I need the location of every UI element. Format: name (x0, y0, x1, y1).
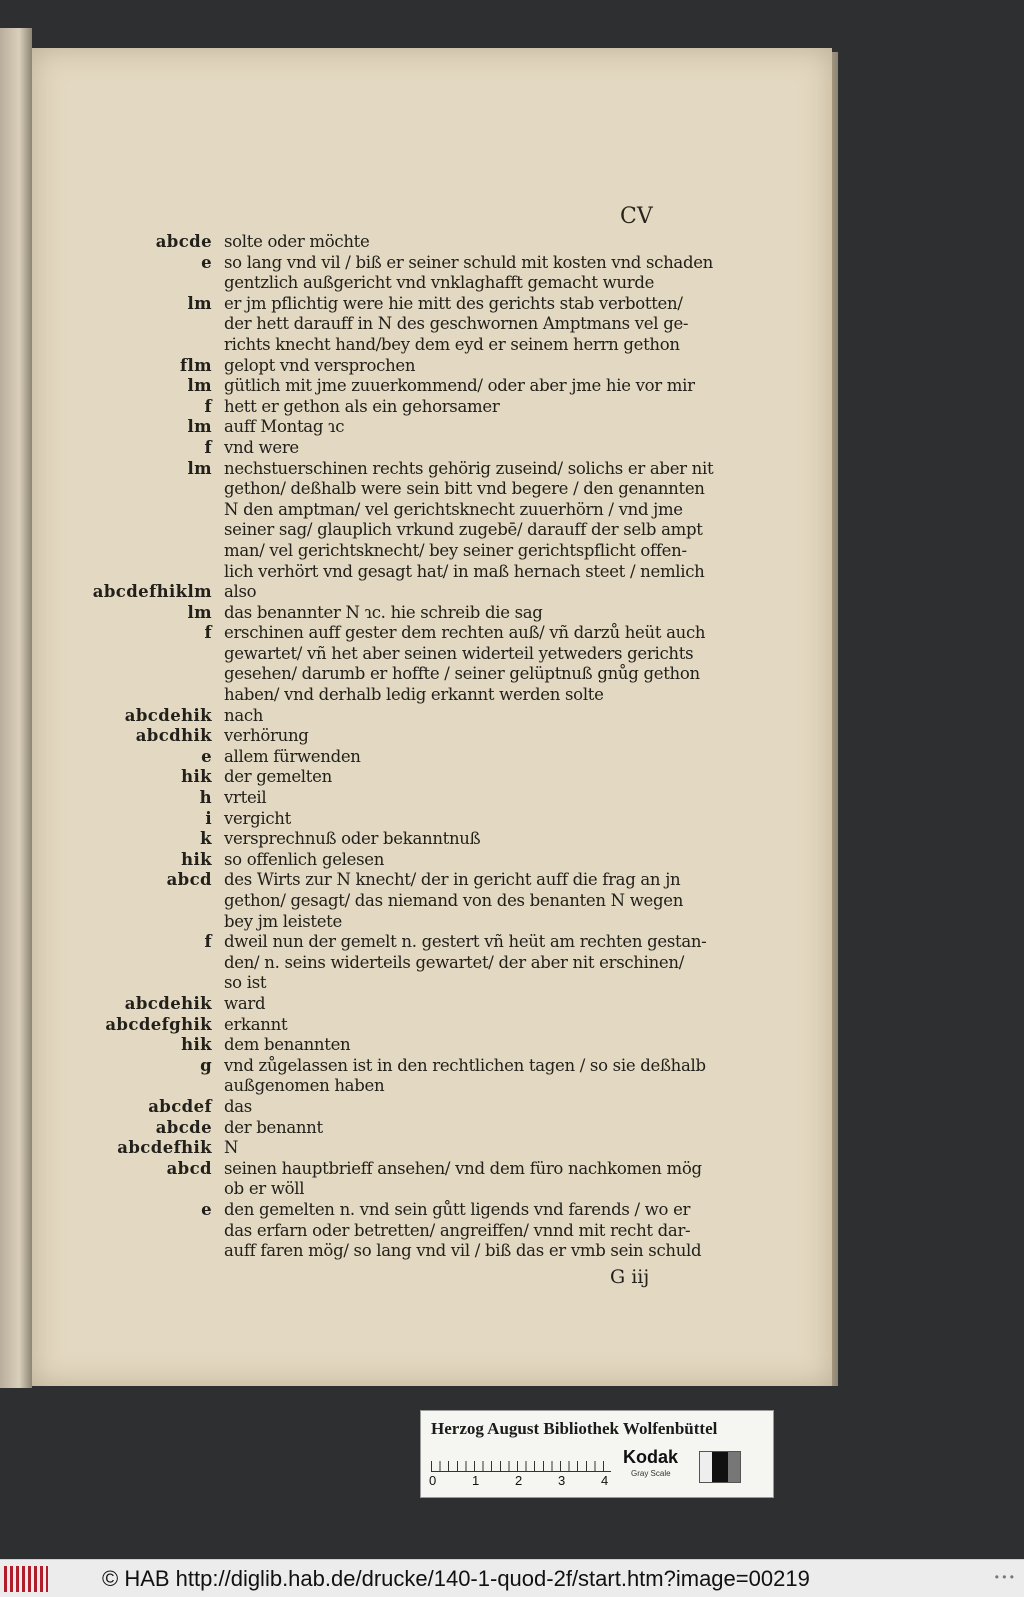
text-line (32, 253, 732, 274)
variant-sigla: lm (187, 293, 212, 313)
line-text: erschinen auff gester dem rechten auß/ vñ darzů heüt auch (224, 623, 706, 643)
facing-page-edge (0, 28, 32, 1388)
kodak-logo: Kodak (623, 1447, 679, 1467)
line-text: also (224, 582, 257, 602)
line-text: seinen hauptbrieff ansehen/ vnd dem füro nachkomen mög (224, 1158, 702, 1178)
line-text: so offenlich gelesen (224, 849, 385, 869)
ruler-number: 4 (601, 1473, 609, 1488)
text-line (32, 520, 732, 541)
footer-bar (0, 1559, 1024, 1597)
text-line (32, 726, 732, 747)
variant-sigla: abcde (155, 232, 212, 251)
line-text: außgenomen haben (224, 1076, 385, 1096)
line-text: solte oder möchte (224, 232, 370, 251)
variant-sigla: k (200, 829, 212, 849)
kodak-subtitle: Gray Scale (631, 1469, 671, 1478)
line-text: so lang vnd vil / biß er seiner schuld mit kosten vnd schaden (224, 252, 714, 272)
ruler-number: 0 (429, 1473, 437, 1488)
text-line (32, 1015, 732, 1036)
variant-sigla: h (199, 788, 212, 808)
line-text: der benannt (224, 1117, 323, 1137)
text-line (32, 1200, 732, 1221)
line-text: bey jm leistete (224, 911, 342, 931)
line-text: gütlich mit jme zuuerkommend/ oder aber jme hie vor mir (224, 376, 695, 396)
text-line (32, 1241, 732, 1262)
variant-sigla: abcdef (148, 1096, 212, 1116)
text-line (32, 562, 732, 583)
variant-sigla: hik (181, 1035, 212, 1055)
text-line (32, 1138, 732, 1159)
line-text: den/ n. seins widerteils gewartet/ der aber nit erschinen/ (224, 952, 684, 972)
text-line (32, 767, 732, 788)
line-text: richts knecht hand/bey dem eyd er seinem herrn gethon (224, 334, 680, 354)
text-line (32, 459, 732, 480)
variant-sigla: abcdefhik (117, 1138, 212, 1158)
variant-sigla: lm (187, 458, 212, 478)
text-line (32, 314, 732, 335)
text-line (32, 809, 732, 830)
variant-sigla: lm (187, 376, 212, 396)
color-calibration-card (420, 1410, 774, 1498)
text-line (32, 335, 732, 356)
line-text: dweil nun der gemelt n. gestert vñ heüt am rechten gestan- (224, 932, 707, 952)
text-line (32, 417, 732, 438)
text-line (32, 870, 732, 891)
text-line (32, 397, 732, 418)
line-text: auff faren mög/ so lang vnd vil / biß das er vmb sein schuld (224, 1241, 702, 1261)
folio-number: CV (620, 204, 653, 229)
line-text: auff Montag ɿc (224, 417, 345, 437)
variant-sigla: flm (179, 355, 212, 375)
ruler-numbers (429, 1473, 619, 1489)
line-text: vnd zůgelassen ist in den rechtlichen tagen / so sie deßhalb (224, 1055, 706, 1075)
text-line (32, 1118, 732, 1139)
line-text: gewartet/ vñ het aber seinen widerteil yetweders gerichts (224, 643, 694, 663)
line-text: gentzlich außgericht vnd vnklaghafft gemacht wurde (224, 273, 655, 293)
library-label: Herzog August Bibliothek Wolfenbüttel (431, 1419, 718, 1438)
line-text: haben/ vnd derhalb ledig erkannt werden solte (224, 685, 604, 705)
text-line (32, 541, 732, 562)
text-line (32, 953, 732, 974)
text-line (32, 788, 732, 809)
line-text: der hett darauff in N des geschwornen Amptmans vel ge- (224, 314, 689, 334)
line-text: nechstuerschinen rechts gehörig zuseind/ solichs er aber nit (224, 458, 714, 478)
variant-sigla: hik (181, 849, 212, 869)
text-line (32, 1035, 732, 1056)
text-line (32, 1159, 732, 1180)
text-line (32, 747, 732, 768)
ruler-number: 3 (558, 1473, 566, 1488)
text-line (32, 932, 732, 953)
line-text: vnd were (224, 437, 299, 457)
more-icon[interactable]: • • • (994, 1570, 1014, 1584)
variant-sigla: abcde (155, 1117, 212, 1137)
text-line (32, 1056, 732, 1077)
text-line (32, 850, 732, 871)
line-text: N (224, 1138, 239, 1158)
line-text: gesehen/ darumb er hoffte / seiner gelüptnuß gnůg gethon (224, 664, 700, 684)
line-text: ob er wöll (224, 1179, 305, 1199)
variant-sigla: lm (187, 602, 212, 622)
line-text: das erfarn oder betretten/ angreiffen/ vnnd mit recht dar- (224, 1220, 691, 1240)
line-text: der gemelten (224, 767, 332, 787)
text-line (32, 500, 732, 521)
variant-sigla: lm (187, 417, 212, 437)
text-line (32, 706, 732, 727)
variant-sigla: f (204, 437, 212, 457)
line-text: gelopt vnd versprochen (224, 355, 416, 375)
variant-sigla: abcd (166, 870, 212, 890)
text-line (32, 273, 732, 294)
book-page (32, 48, 832, 1386)
line-text: lich verhört vnd gesagt hat/ in maß hernach steet / nemlich (224, 561, 705, 581)
variant-sigla: f (204, 623, 212, 643)
text-line (32, 829, 732, 850)
line-text: erkannt (224, 1014, 288, 1034)
variant-sigla: hik (181, 767, 212, 787)
variant-sigla: abcdehik (124, 993, 212, 1013)
line-text: N den amptman/ vel gerichtsknecht zuuerhörn / vnd jme (224, 499, 683, 519)
text-line (32, 973, 732, 994)
line-text: des Wirts zur N knecht/ der in gericht auff die frag an jn (224, 870, 681, 890)
variant-sigla: f (204, 932, 212, 952)
line-text: verhörung (224, 726, 309, 746)
text-line (32, 603, 732, 624)
text-line (32, 376, 732, 397)
variant-sigla: abcdhik (135, 726, 212, 746)
text-line (32, 685, 732, 706)
ruler-number: 2 (515, 1473, 523, 1488)
text-line (32, 479, 732, 500)
text-line (32, 623, 732, 644)
signature-mark: G iij (610, 1266, 650, 1288)
variant-sigla: abcdefghik (105, 1014, 212, 1034)
line-text: allem fürwenden (224, 746, 361, 766)
ruler-number: 1 (472, 1473, 480, 1488)
text-line (32, 356, 732, 377)
line-text: nach (224, 705, 264, 725)
scale-ruler (431, 1449, 611, 1472)
text-line (32, 438, 732, 459)
variant-sigla: g (200, 1055, 212, 1075)
variant-sigla: e (201, 1199, 212, 1219)
line-text: gethon/ deßhalb were sein bitt vnd begere / den genannten (224, 479, 705, 499)
gray-scale-patch (699, 1451, 741, 1483)
text-line (32, 1179, 732, 1200)
variant-sigla: i (205, 808, 212, 828)
variant-sigla: f (204, 396, 212, 416)
variant-sigla: abcdehik (124, 705, 212, 725)
line-text: hett er gethon als ein gehorsamer (224, 396, 500, 416)
line-text: vergicht (224, 808, 291, 828)
line-text: er jm pflichtig were hie mitt des gerichts stab verbotten/ (224, 293, 683, 313)
footer-link[interactable]: © HAB http://diglib.hab.de/drucke/140-1-quod-2f/start.htm?image=00219 (102, 1566, 810, 1591)
variant-sigla: abcd (166, 1158, 212, 1178)
line-text: das (224, 1096, 252, 1116)
text-line (32, 294, 732, 315)
text-line (32, 912, 732, 933)
text-line (32, 891, 732, 912)
text-line (32, 994, 732, 1015)
hab-logo-icon (4, 1566, 48, 1592)
text-line (32, 1221, 732, 1242)
variant-sigla: e (201, 252, 212, 272)
variant-sigla: abcdefhiklm (92, 582, 212, 602)
line-text: den gemelten n. vnd sein gůtt ligends vnd farends / wo er (224, 1199, 691, 1219)
text-line (32, 664, 732, 685)
text-line (32, 1076, 732, 1097)
text-line (32, 644, 732, 665)
line-text: so ist (224, 973, 267, 993)
line-text: seiner sag/ glauplich vrkund zugebē/ darauff der selb ampt (224, 520, 703, 540)
line-text: versprechnuß oder bekanntnuß (224, 829, 481, 849)
text-line (32, 232, 732, 253)
variant-sigla: e (201, 746, 212, 766)
line-text: man/ vel gerichtsknecht/ bey seiner gerichtspflicht offen- (224, 540, 687, 560)
line-text: gethon/ gesagt/ das niemand von des benanten N wegen (224, 891, 684, 910)
text-block (32, 232, 732, 1262)
line-text: dem benannten (224, 1035, 351, 1055)
text-line (32, 1097, 732, 1118)
line-text: ward (224, 993, 266, 1013)
line-text: vrteil (224, 788, 267, 808)
line-text: das benannter N ɿc. hie schreib die sag (224, 602, 543, 622)
text-line (32, 582, 732, 603)
